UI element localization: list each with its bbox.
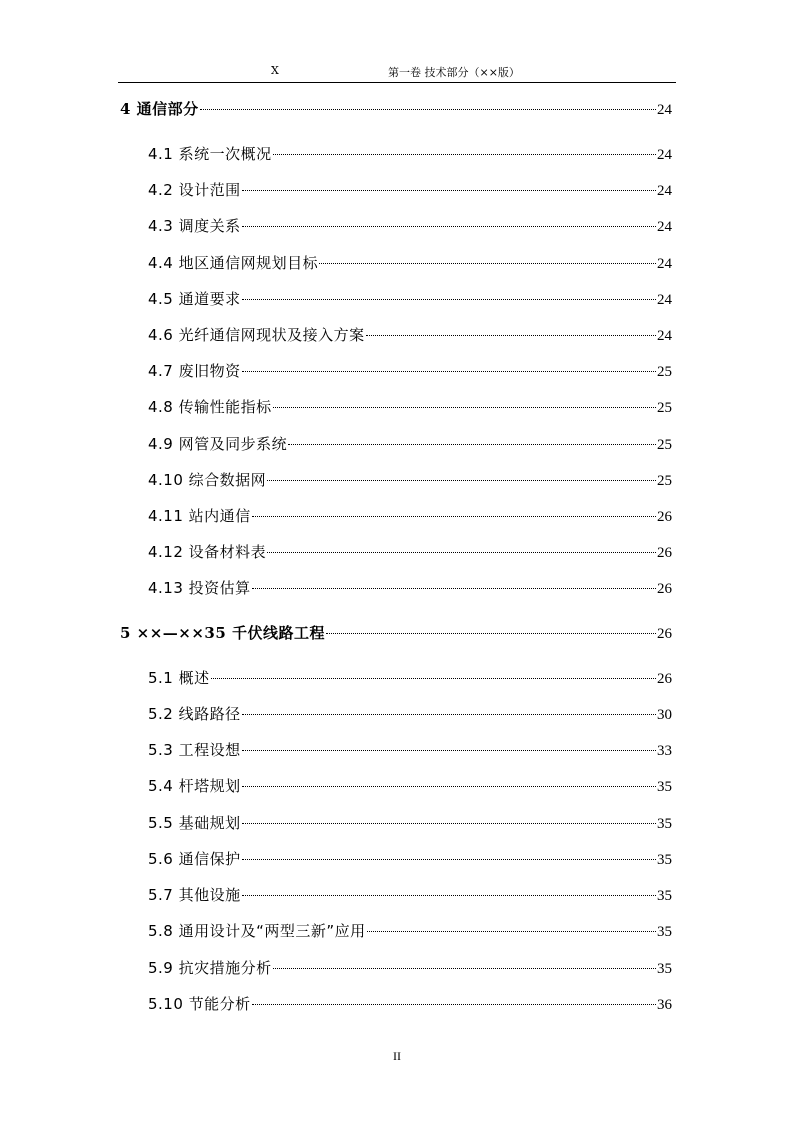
page-number: II: [393, 1049, 401, 1063]
toc-leader-dots: [267, 480, 656, 481]
toc-entry-label: 4.3 调度关系: [148, 217, 241, 235]
toc-entry-label: 4.1 系统一次概况: [148, 145, 272, 163]
toc-entry-page: 24: [657, 292, 672, 308]
toc-leader-dots: [242, 299, 656, 300]
toc-leader-dots: [242, 714, 656, 715]
toc-entry-page: 35: [657, 888, 672, 904]
toc-leader-dots: [242, 226, 656, 227]
toc-entry-label: 4.6 光纤通信网现状及接入方案: [148, 326, 365, 344]
toc-entry-page: 25: [657, 437, 672, 453]
toc-leader-dots: [242, 895, 656, 896]
toc-entry-page: 35: [657, 816, 672, 832]
toc-leader-dots: [288, 444, 656, 445]
toc-entry-page: 24: [657, 147, 672, 163]
toc-leader-dots: [242, 859, 656, 860]
toc-entry-4[interactable]: [120, 98, 672, 120]
toc-entry-page: 24: [657, 102, 672, 118]
toc-entry-4-12[interactable]: [148, 541, 672, 563]
toc-entry-4-10[interactable]: [148, 469, 672, 491]
toc-leader-dots: [273, 407, 656, 408]
toc-entry-label: 5.8 通用设计及“两型三新”应用: [148, 922, 366, 940]
toc-entry-label: 5.3 工程设想: [148, 741, 241, 759]
toc-leader-dots: [326, 633, 656, 634]
toc-entry-4-3[interactable]: [148, 215, 672, 237]
toc-entry-label: 5.2 线路路径: [148, 705, 241, 723]
toc-entry-label: 4.12 设备材料表: [148, 543, 267, 561]
toc-entry-5-3[interactable]: [148, 739, 672, 761]
toc-leader-dots: [242, 823, 656, 824]
toc-entry-page: 35: [657, 852, 672, 868]
toc-leader-dots: [211, 678, 656, 679]
toc-entry-5-10[interactable]: [148, 993, 672, 1015]
toc-entry-label: 5.1 概述: [148, 669, 210, 687]
toc-entry-label: 4.4 地区通信网规划目标: [148, 254, 319, 272]
header-mark: X: [271, 64, 279, 77]
toc-entry-5-2[interactable]: [148, 703, 672, 725]
toc-entry-page: 24: [657, 328, 672, 344]
toc-entry-5[interactable]: [120, 622, 672, 644]
toc-entry-page: 24: [657, 183, 672, 199]
toc-entry-page: 35: [657, 961, 672, 977]
toc-leader-dots: [252, 516, 656, 517]
toc-entry-label: 5.5 基础规划: [148, 814, 241, 832]
toc-entry-label: 4.11 站内通信: [148, 507, 251, 525]
toc-entry-label: 4.13 投资估算: [148, 579, 251, 597]
toc-entry-label: 5.9 抗灾措施分析: [148, 959, 272, 977]
toc-entry-label: 4.2 设计范围: [148, 181, 241, 199]
toc-entry-page: 26: [657, 671, 672, 687]
toc-entry-label: 4 通信部分: [120, 100, 199, 118]
toc-leader-dots: [242, 371, 656, 372]
toc-entry-4-6[interactable]: [148, 324, 672, 346]
toc-entry-page: 26: [657, 626, 672, 642]
toc-entry-5-1[interactable]: [148, 667, 672, 689]
toc-entry-page: 25: [657, 364, 672, 380]
toc-entry-label: 5.7 其他设施: [148, 886, 241, 904]
toc-entry-4-4[interactable]: [148, 252, 672, 274]
toc-entry-5-9[interactable]: [148, 957, 672, 979]
toc-leader-dots: [273, 154, 656, 155]
toc-leader-dots: [367, 931, 656, 932]
toc-entry-4-1[interactable]: [148, 143, 672, 165]
toc-entry-4-13[interactable]: [148, 577, 672, 599]
toc-leader-dots: [242, 190, 656, 191]
toc-entry-label: 4.9 网管及同步系统: [148, 435, 288, 453]
toc-entry-4-7[interactable]: [148, 360, 672, 382]
toc-entry-4-2[interactable]: [148, 179, 672, 201]
toc-entry-label: 4.10 综合数据网: [148, 471, 267, 489]
toc-leader-dots: [366, 335, 656, 336]
toc-entry-label: 4.7 废旧物资: [148, 362, 241, 380]
toc-entry-label: 5.6 通信保护: [148, 850, 241, 868]
header-title: 第一卷 技术部分（××版）: [388, 66, 520, 79]
toc-entry-page: 35: [657, 924, 672, 940]
toc-entry-5-7[interactable]: [148, 884, 672, 906]
toc-entry-5-8[interactable]: [148, 920, 672, 942]
toc-leader-dots: [252, 1004, 656, 1005]
toc-entry-page: 36: [657, 997, 672, 1013]
toc-leader-dots: [273, 968, 656, 969]
toc-entry-4-5[interactable]: [148, 288, 672, 310]
toc-entry-page: 25: [657, 473, 672, 489]
toc-entry-label: 4.8 传输性能指标: [148, 398, 272, 416]
toc-leader-dots: [319, 263, 656, 264]
toc-entry-page: 24: [657, 256, 672, 272]
toc-entry-label: 5 ××—××35 千伏线路工程: [120, 624, 326, 642]
toc-leader-dots: [242, 786, 656, 787]
toc-entry-5-6[interactable]: [148, 848, 672, 870]
toc-leader-dots: [242, 750, 656, 751]
toc-entry-page: 30: [657, 707, 672, 723]
toc-entry-4-11[interactable]: [148, 505, 672, 527]
toc-entry-label: 4.5 通道要求: [148, 290, 241, 308]
toc-entry-page: 25: [657, 400, 672, 416]
toc-leader-dots: [252, 588, 656, 589]
toc-leader-dots: [267, 552, 656, 553]
toc-leader-dots: [200, 109, 656, 110]
toc-entry-page: 26: [657, 545, 672, 561]
toc-entry-page: 26: [657, 581, 672, 597]
toc-entry-5-4[interactable]: [148, 775, 672, 797]
toc-entry-4-8[interactable]: [148, 396, 672, 418]
toc-entry-page: 26: [657, 509, 672, 525]
page-footer: [0, 1049, 794, 1064]
toc-entry-label: 5.10 节能分析: [148, 995, 251, 1013]
toc-entry-label: 5.4 杆塔规划: [148, 777, 241, 795]
toc-entry-5-5[interactable]: [148, 812, 672, 834]
page-header: [118, 60, 676, 83]
toc-entry-page: 35: [657, 779, 672, 795]
toc-entry-4-9[interactable]: [148, 433, 672, 455]
toc-entry-page: 24: [657, 219, 672, 235]
toc-entry-page: 33: [657, 743, 672, 759]
